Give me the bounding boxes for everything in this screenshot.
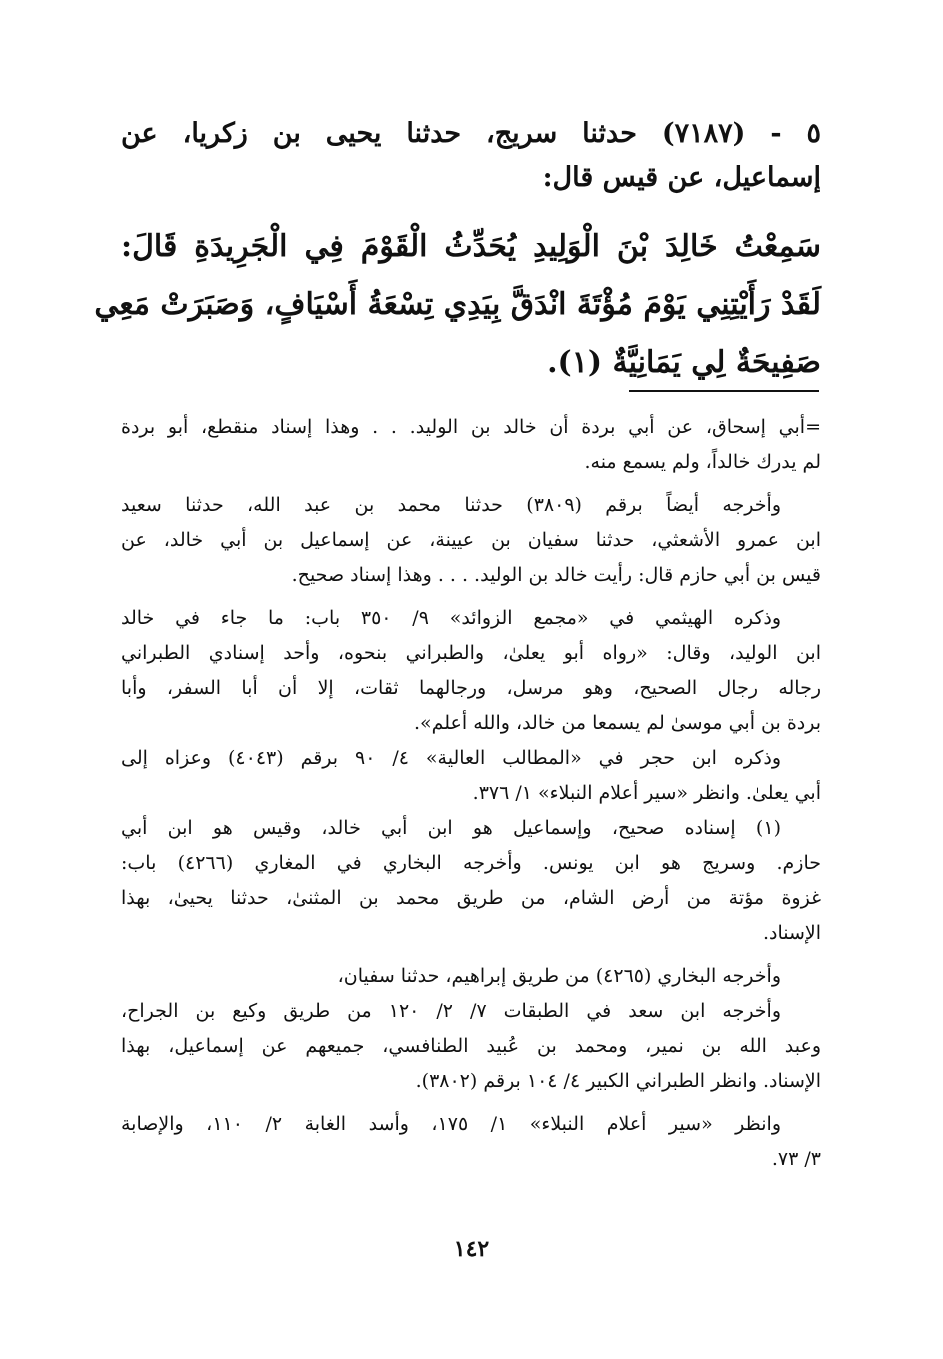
footnote-line: =أبي إسحاق، عن أبي بردة أن خالد بن الوليد. . . وهذا إسناد منقطع، أبو بردة — [121, 416, 821, 438]
footnote-line: وذكره الهيثمي في «مجمع الزوائد» ٩/ ٣٥٠ باب: ما جاء في خالد — [121, 607, 781, 629]
footnote-line: وذكره ابن حجر في «المطالب العالية» ٤/ ٩٠ برقم (٤٠٤٣) وعزاه إلى — [121, 747, 781, 769]
footnote-separator — [629, 390, 819, 392]
footnote-line: حازم. وسريج هو ابن يونس. وأخرجه البخاري في المغاري (٤٢٦٦) باب: — [121, 852, 821, 874]
footnote-line: وأخرجه أيضاً برقم (٣٨٠٩) حدثنا محمد بن عبد الله، حدثنا سعيد — [121, 494, 781, 516]
hadith-chain — [121, 112, 821, 200]
footnote-line: رجاله رجال الصحيح، وهو مرسل، ورجالهما ثقات، إلا أن أبا السفر، وأبا — [121, 677, 821, 699]
footnote-line: الإسناد. وانظر الطبراني الكبير ٤/ ١٠٤ برقم (٣٨٠٢). — [415, 1070, 821, 1092]
footnote-line: ٣/ ٧٣. — [771, 1148, 821, 1170]
footnote-line: بردة بن أبي موسىٰ لم يسمعا من خالد، والله أعلم». — [413, 712, 821, 734]
footnote-line: وأخرجه البخاري (٤٢٦٥) من طريق إبراهيم، حدثنا سفيان، — [337, 965, 781, 987]
footnote-line: ابن الوليد، وقال: «رواه أبو يعلىٰ، والطبراني بنحوه، وأحد إسنادي الطبراني — [121, 642, 821, 664]
hadith-line: سَمِعْتُ خَالِدَ بْنَ الْوَلِيدِ يُحَدِّثُ الْقَوْمَ فِي الْجَرِيدَةِ قَالَ: — [121, 229, 821, 264]
chain-line: إسماعيل، عن قيس قال: — [542, 162, 821, 193]
chain-line: ٥ - (٧١٨٧) حدثنا سريج، حدثنا يحيى بن زكريا، عن — [121, 118, 822, 149]
footnote-line: (١) إسناده صحيح، وإسماعيل هو ابن أبي خالد، وقيس هو ابن أبي — [121, 817, 781, 839]
footnote-line: أبي يعلىٰ. وانظر «سير أعلام النبلاء» ١/ ٣٧٦. — [472, 782, 821, 804]
hadith-line: صَفِيحَةٌ لِي يَمَانِيَّةٌ (١). — [547, 345, 821, 380]
footnote-line: لم يدرك خالداً، ولم يسمع منه. — [584, 451, 821, 473]
footnote-line: وعبد الله بن نمير، ومحمد بن عُبيد الطنافسي، جميعهم عن إسماعيل، بهذا — [121, 1035, 821, 1057]
hadith-line: لَقَدْ رَأَيْتِنِي يَوْمَ مُؤْتَةَ انْدَقَّ بِيَدِي تِسْعَةُ أَسْيَافٍ، وَصَبَرَتْ مَعِي — [94, 287, 821, 322]
footnote-line: ابن عمرو الأشعثي، حدثنا سفيان بن عيينة، عن إسماعيل بن أبي خالد، عن — [121, 529, 821, 551]
footnote-line: قيس بن أبي حازم قال: رأيت خالد بن الوليد. . . . وهذا إسناد صحيح. — [291, 564, 821, 586]
page-number: ١٤٢ — [453, 1236, 490, 1262]
footnote-line: وانظر «سير أعلام النبلاء» ١/ ١٧٥، وأسد الغابة ٢/ ١١٠، والإصابة — [121, 1113, 781, 1135]
footnote-line: غزوة مؤتة من أرض الشام، من طريق محمد بن المثنىٰ، حدثنا يحيىٰ، بهذا — [121, 887, 821, 909]
hadith-text — [94, 218, 821, 392]
footnote-line: الإسناد. — [762, 922, 821, 944]
footnotes — [121, 410, 821, 1177]
footnote-line: وأخرجه ابن سعد في الطبقات ٧/ ٢/ ١٢٠ من طريق وكيع بن الجراح، — [121, 1000, 782, 1022]
